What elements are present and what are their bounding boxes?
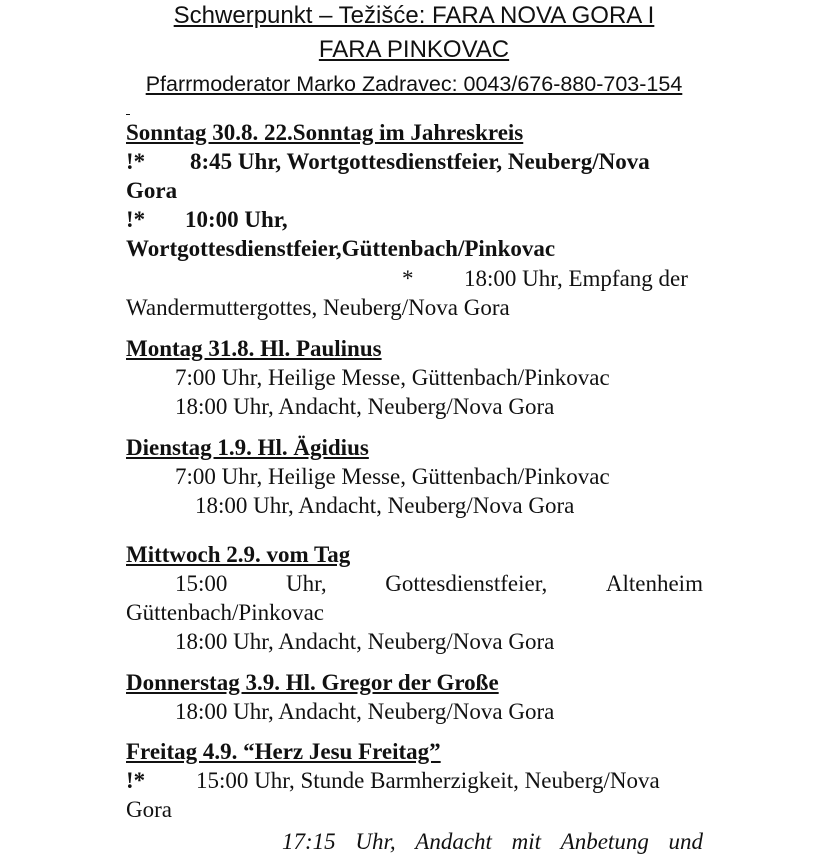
day-heading-dienstag: Dienstag 1.9. Hl. Ägidius (126, 435, 369, 460)
event-mark: * (402, 266, 414, 291)
page-title-line-1: Schwerpunkt – Težišće: FARA NOVA GORA I (173, 2, 655, 29)
event-line: 10:00 Uhr, (185, 207, 288, 232)
event-line-justified (175, 569, 703, 598)
word: Anbetung (560, 829, 649, 854)
event-line-continued: Wortgottesdienstfeier,Güttenbach/Pinkovac (126, 236, 556, 261)
word: 17:15 (282, 829, 336, 854)
word: Gottesdienstfeier, (385, 571, 548, 596)
event-mark: !* (126, 768, 146, 793)
day-heading-donnerstag: Donnerstag 3.9. Hl. Gregor der Große (126, 670, 499, 695)
stray-mark (126, 114, 130, 115)
event-line: 18:00 Uhr, Andacht, Neuberg/Nova Gora (175, 629, 555, 654)
event-line: 18:00 Uhr, Andacht, Neuberg/Nova Gora (175, 699, 555, 724)
event-mark: !* (126, 149, 146, 174)
event-line-continued: Güttenbach/Pinkovac (126, 600, 325, 625)
page-title-line-2: FARA PINKOVAC (318, 36, 510, 63)
word: 15:00 (175, 571, 228, 596)
event-mark: !* (126, 207, 146, 232)
event-line-continued: Gora (126, 178, 178, 203)
event-line: 18:00 Uhr, Andacht, Neuberg/Nova Gora (175, 394, 555, 419)
event-line: 8:45 Uhr, Wortgottesdienstfeier, Neuberg/Nova (190, 149, 650, 174)
event-line: 7:00 Uhr, Heilige Messe, Güttenbach/Pinkovac (175, 464, 610, 489)
word: und (668, 829, 703, 854)
moderator-contact: Pfarrmoderator Marko Zadravec: 0043/676-880-703-154 (145, 72, 683, 96)
event-line: 7:00 Uhr, Heilige Messe, Güttenbach/Pinkovac (175, 365, 610, 390)
event-line: 18:00 Uhr, Andacht, Neuberg/Nova Gora (195, 493, 575, 518)
event-line-continued: Gora (126, 797, 172, 822)
word: Uhr, (355, 829, 396, 854)
word: Andacht (415, 829, 492, 854)
day-heading-freitag: Freitag 4.9. “Herz Jesu Freitag” (126, 739, 441, 764)
word: Altenheim (605, 571, 703, 596)
day-heading-mittwoch: Mittwoch 2.9. vom Tag (126, 542, 351, 567)
word: Uhr, (286, 571, 327, 596)
day-heading-montag: Montag 31.8. Hl. Paulinus (126, 336, 382, 361)
day-heading-sonntag: Sonntag 30.8. 22.Sonntag im Jahreskreis (126, 120, 524, 145)
word: mit (511, 829, 541, 854)
event-line: 18:00 Uhr, Empfang der (464, 266, 688, 291)
event-line: 15:00 Uhr, Stunde Barmherzigkeit, Neuberg/Nova (196, 768, 660, 793)
event-line-continued: Wandermuttergottes, Neuberg/Nova Gora (126, 295, 510, 320)
